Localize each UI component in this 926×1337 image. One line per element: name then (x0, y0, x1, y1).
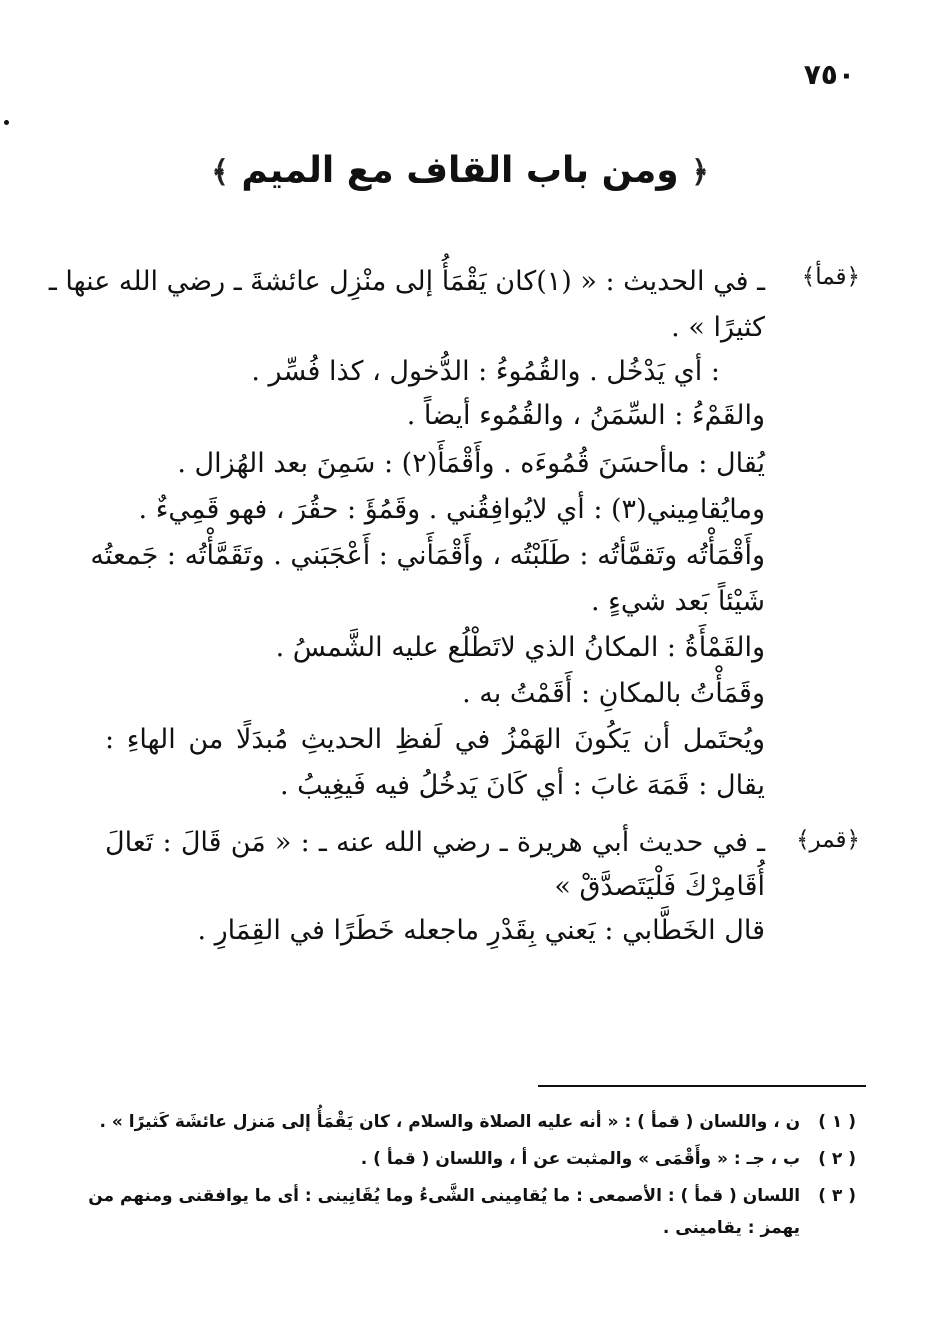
footnote-text: اللسان ( قمأ ) : الأصمعى : ما يُقامِينى الشَّىءُ وما يُقَانِينى : أى ما يوافقنى ومنهم من (88, 1186, 801, 1206)
footnote-continuation (96, 1214, 856, 1242)
footnote-number: ( ٣ ) (818, 1186, 856, 1206)
entry-line: أُقَامِرْكَ فَلْيَتَصدَّقْ » (554, 871, 765, 902)
entry-line: يقال : قَمَهَ غابَ : أي كَانَ يَدخُلُ فيه فَيغِيبُ . (279, 770, 765, 801)
footnote-number: ( ٢ ) (818, 1149, 856, 1169)
entry-line: ومايُقامِيني(٣) : أي لايُوافِقُني . وقَمُؤَ : حقُرَ ، فهو قَمِيءٌ . (138, 494, 765, 525)
footnote (96, 1108, 856, 1136)
entry-qam-a (48, 252, 860, 812)
ornament-right-icon: ﴿ (691, 155, 709, 190)
entry-line: شَيْئاً بَعد شيءٍ . (590, 586, 765, 617)
entry-line: والقَمْءُ : السِّمَنُ ، والقُمُوء أيضاً . (406, 400, 765, 431)
chapter-title-text: ومن باب القاف مع الميم (241, 150, 679, 191)
footnote-separator (538, 1085, 866, 1087)
entry-line: وقَمَأْتُ بالمكانِ : أَقَمْتُ به . (462, 678, 765, 709)
entry-line: ـ في حديث أبي هريرة ـ رضي الله عنه ـ : « مَن قَالَ : تَعالَ (105, 827, 765, 858)
footnote-text: يهمز : يقامينى . (662, 1218, 801, 1238)
page-number: ٧٥٠ (803, 58, 855, 91)
entry-line: والقَمْأَةُ : المكانُ الذي لاتَطْلُع عليه الشَّمسُ . (275, 632, 765, 663)
ornament-left-icon: ﴾ (211, 155, 229, 190)
footnote (88, 1182, 856, 1210)
footnote-text: ب ، جـ : « وأَقْمَى » والمثبت عن أ ، واللسان ( قمأ ) . (360, 1149, 801, 1169)
entry-line: ـ في الحديث : « (١)كان يَقْمَأُ إلى منْزِل عائشةَ ـ رضي الله عنها ـ (48, 266, 765, 297)
entry-line: قال الخَطَّابي : يَعني بِقَدْرِ ماجعله خَطَرًا في القِمَارِ . (197, 915, 765, 946)
entry-line: كثيرًا » . (671, 312, 765, 343)
entry-line: ويُحتَمل أن يَكُونَ الهَمْزُ في لَفظِ الحديثِ مُبدَلًا من الهاءِ : (105, 724, 765, 755)
entry-qamar (90, 815, 860, 965)
entry-headword: ﴿قمأ﴾ (801, 264, 860, 290)
footnote-text: ن ، واللسان ( قمأ ) : « أنه عليه الصلاة والسلام ، كان يَقْمَأُ إلى مَنزل عائشَة كَثيرًا » . (99, 1112, 801, 1132)
entry-line: وأَقْمَأْتُه وتَقمَّأتُه : طَلَبْتُه ، وأَقْمَأَني : أَعْجَبَني . وتَقَمَّأْتُه : جَمعتُه (90, 540, 765, 571)
entry-headword: ﴿قمر﴾ (796, 827, 860, 853)
chapter-title (200, 150, 720, 191)
footnote (96, 1145, 856, 1173)
entry-line: : أي يَدْخُل . والقُمُوءُ : الدُّخول ، كذا فُسِّر . (251, 356, 720, 387)
scan-edge-mark (4, 120, 9, 125)
entry-line: يُقال : ماأحسَنَ قُمُوءَه . وأَقْمَأَ(٢) : سَمِنَ بعد الهُزال . (177, 448, 765, 479)
footnote-number: ( ١ ) (818, 1112, 856, 1132)
